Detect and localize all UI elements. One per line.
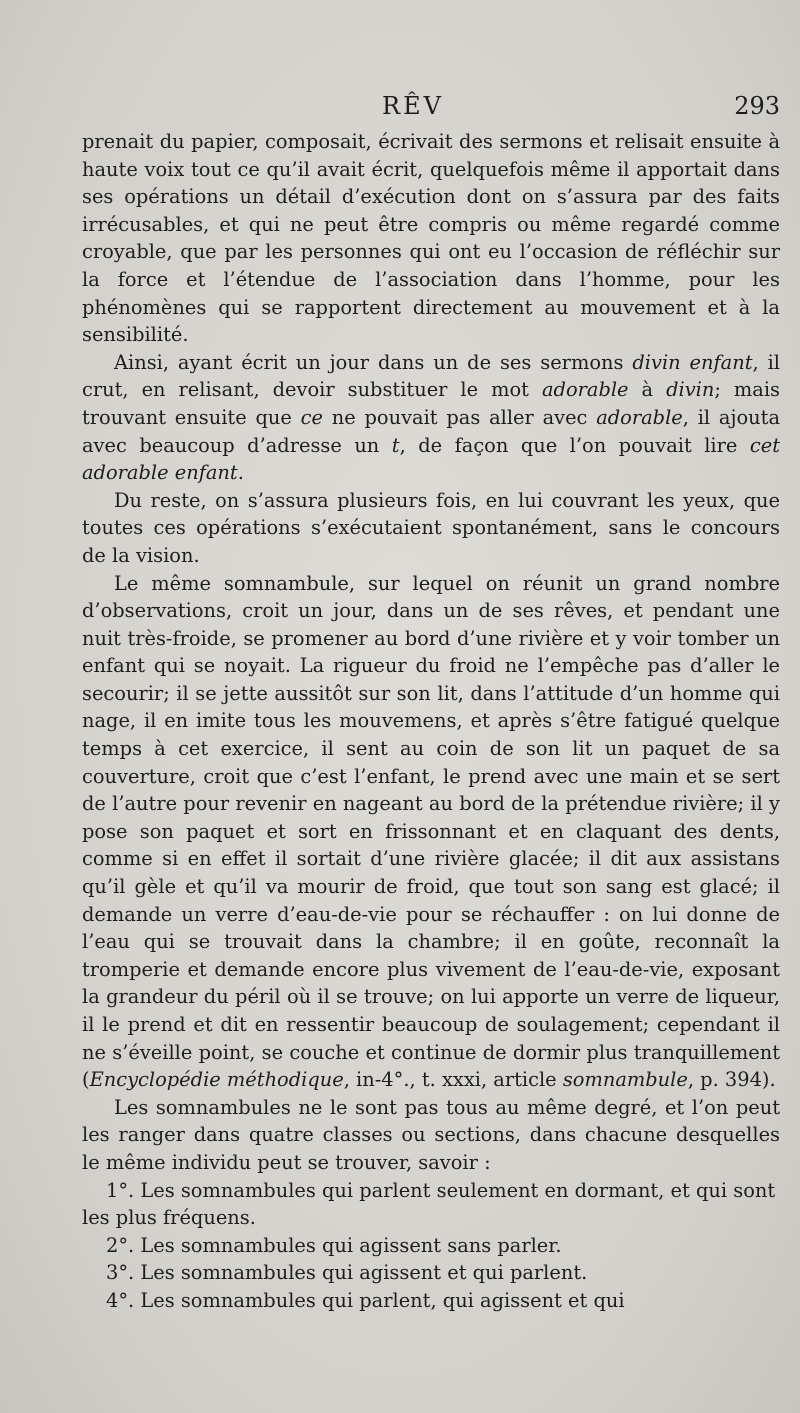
list-number: 1°. — [106, 1178, 135, 1202]
italic-text: somnambule — [562, 1068, 688, 1092]
text-segment: , in-4°., t. xxxi, article — [343, 1068, 563, 1092]
italic-text: adorable — [541, 378, 629, 402]
list-text: Les somnambules qui agissent et qui parlent. — [140, 1261, 588, 1285]
italic-text: Encyclopédie méthodique — [89, 1068, 344, 1092]
text-segment: , il crut, en relisant, devoir substituer le mot — [82, 350, 781, 402]
list-item — [82, 1177, 780, 1232]
running-title: RÊV — [382, 92, 444, 120]
paragraph-2 — [82, 349, 780, 487]
text-segment: ne pouvait pas aller avec — [322, 405, 597, 429]
paragraph-4 — [82, 570, 780, 1094]
text-segment: , de façon que l’on pouvait lire — [399, 433, 750, 457]
list-number: 4°. — [106, 1288, 135, 1312]
text-segment: Ainsi, ayant écrit un jour dans un de ses sermons — [114, 350, 633, 374]
paragraph-1 — [82, 128, 780, 349]
italic-text: divin — [666, 378, 715, 402]
italic-text: divin enfant — [632, 350, 753, 374]
list-number: 3°. — [106, 1261, 135, 1285]
list-text: Les somnambules qui parlent seulement en dormant, et qui sont les plus fréquens. — [82, 1178, 776, 1230]
text-segment: . — [237, 461, 244, 485]
page-number: 293 — [734, 92, 780, 120]
text-segment: Les somnambules ne le sont pas tous au même degré, et l’on peut les ranger dans quatre classes ou sections, dans chacune desquelles le même individu peut se trouver, savoir : — [82, 1095, 780, 1174]
text-segment: Le même somnambule, sur lequel on réunit un grand nombre d’observations, croit un jour, dans un de ses rêves, et pendant une nuit très-froide, se promener au bord d’une rivière et y voir tomber un enfant qui se noyait. La rigueur du froid ne l’empêche pas d’aller le secourir; il se jette aussitôt sur son lit, dans l’attitude d’un homme qui nage, il en imite tous les mouvemens, et après s’être fatigué quelque temps à cet exercice, il sent au coin de son lit un paquet de sa couverture, croit que c’est l’enfant, le prend avec une main et se sert de l’autre pour revenir en nageant au bord de la prétendue rivière; il y pose son paquet et sort en frissonnant et en claquant des dents, comme si en effet il sortait d’une rivière glacée; il dit aux assistans qu’il gèle et qu’il va mourir de froid, que tout son sang est glacé; il demande un verre d’eau-de-vie pour se réchauffer : on lui donne de l’eau qui se trouvait dans la chambre; il en goûte, reconnaît la tromperie et demande encore plus vivement de l’eau-de-vie, exposant la grandeur du péril où il se trouve; on lui apporte un verre de liqueur, il le prend et dit en ressentir beaucoup de soulagement; cependant il ne s’éveille point, se couche et continue de dormir plus tranquillement ( — [82, 571, 780, 1092]
text-segment: , p. 394). — [687, 1068, 776, 1092]
paragraph-3 — [82, 487, 780, 570]
list-text: Les somnambules qui agissent sans parler. — [140, 1233, 562, 1257]
text-segment: , il ajouta avec beaucoup d’adresse un — [82, 405, 781, 457]
list-item — [82, 1287, 780, 1315]
text-segment: Du reste, on s’assura plusieurs fois, en lui couvrant les yeux, que toutes ces opérations s’exécutaient spontanément, sans le concours de la vision. — [82, 488, 780, 567]
body-text — [82, 128, 780, 1315]
italic-text: ce — [300, 405, 323, 429]
text-segment: ; mais trouvant ensuite que — [82, 378, 781, 429]
italic-text: adorable — [596, 405, 683, 429]
list-item — [82, 1259, 780, 1287]
italic-text: t — [391, 433, 400, 457]
list-item — [82, 1232, 780, 1260]
list-text: Les somnambules qui parlent, qui agissent et qui — [140, 1288, 625, 1312]
text-segment: à — [628, 378, 667, 402]
paragraph-5 — [82, 1094, 780, 1177]
text-segment: prenait du papier, composait, écrivait des sermons et relisait ensuite à haute voix tout ce qu’il avait écrit, quelquefois même il apportait dans ses opérations un détail d’exécution dont on s’assura par des faits irrécusables, et qui ne peut être compris ou même regardé comme croyable, que par les personnes qui ont eu l’occasion de réfléchir sur la force et l’étendue de l’association dans l’homme, pour les phénomènes qui se rapportent directement au mouvement et à la sensibilité. — [82, 130, 780, 347]
list-number: 2°. — [106, 1233, 135, 1257]
italic-text: cet adorable enfant — [82, 433, 780, 485]
running-head — [82, 92, 780, 128]
